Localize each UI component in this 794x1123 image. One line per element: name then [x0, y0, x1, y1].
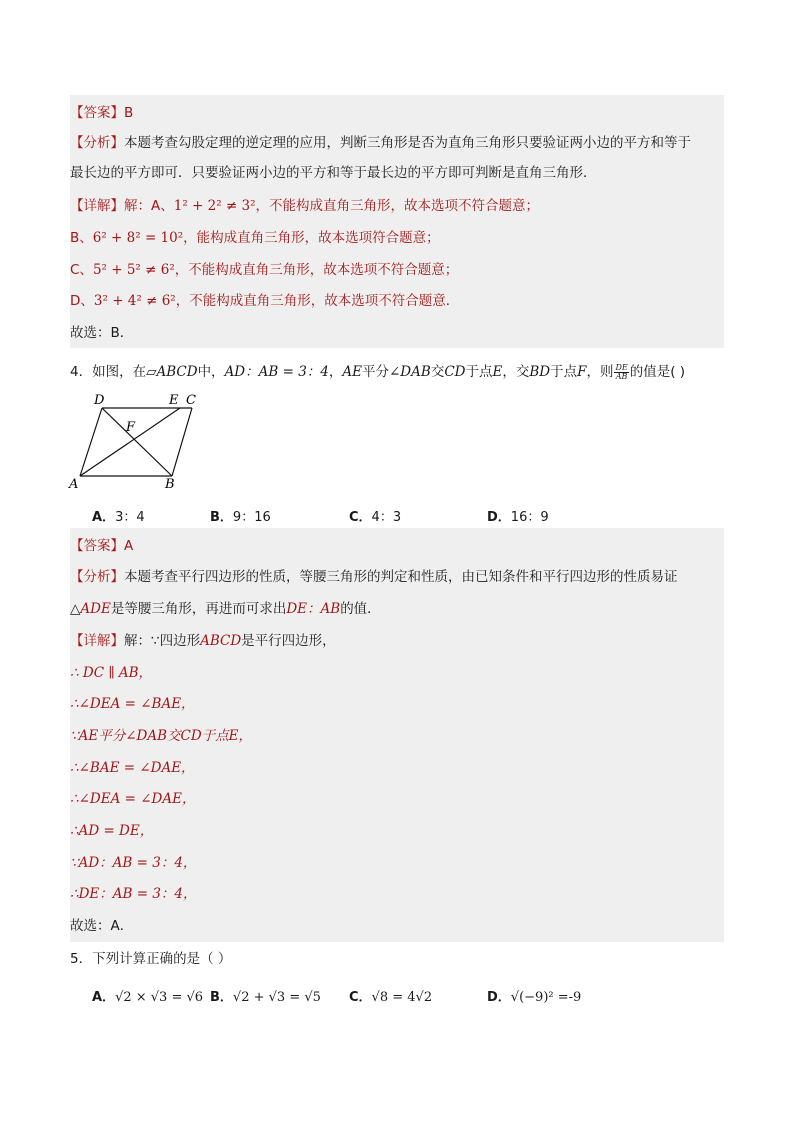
stem-math: E — [492, 364, 503, 380]
segment-ad — [80, 408, 102, 476]
stem-text: ，交 — [502, 364, 530, 380]
q4-detail-intro — [70, 627, 336, 655]
equation: 3² + 4² ≠ 6² — [93, 293, 176, 309]
q5-option-d[interactable] — [487, 986, 581, 1005]
stem-text: 于点 — [465, 364, 493, 380]
fraction-denominator: AB — [615, 371, 628, 381]
q4-option-a[interactable] — [92, 506, 145, 525]
option-label: B、 — [70, 230, 93, 246]
detail-text: ，能构成直角三角形，故本选项符合题意； — [183, 230, 440, 246]
detail-tag: 【详解】 — [70, 633, 124, 649]
detail-math: ABCD — [200, 633, 242, 649]
q3-analysis-line-2 — [70, 159, 597, 187]
q4-option-b[interactable] — [210, 506, 271, 525]
q4-step: ∴∠DEA = ∠DAE， — [70, 791, 196, 807]
detail-text: ，不能构成直角三角形，故本选项不符合题意． — [175, 293, 460, 309]
stem-math: AE — [342, 364, 362, 380]
q5-option-c[interactable] — [349, 986, 432, 1005]
detail-text: ，不能构成直角三角形，故本选项不符合题意； — [255, 198, 540, 214]
option-value: √8 = 4√2 — [371, 990, 433, 1005]
q3-answer-line — [70, 99, 133, 127]
answer-value: A — [124, 538, 134, 554]
analysis-tag: 【分析】 — [70, 135, 124, 151]
q4-option-c[interactable] — [349, 506, 401, 525]
parallelogram-figure — [68, 392, 208, 492]
analysis-math: DE：AB — [286, 601, 341, 617]
label-b: B — [165, 477, 175, 492]
option-label: C、 — [70, 262, 93, 278]
answer-tag: 【答案】 — [70, 538, 124, 554]
q4-step: ∴ DC ∥ AB， — [70, 665, 153, 681]
option-label: A． — [92, 990, 116, 1005]
option-value: 16：9 — [510, 510, 549, 525]
option-label: D、 — [70, 293, 94, 309]
stem-math: CD — [444, 364, 466, 380]
q4-stem — [70, 360, 685, 384]
q3-analysis-line-1 — [70, 129, 691, 157]
segment-ae — [80, 408, 180, 476]
q4-solution-block — [70, 528, 724, 942]
analysis-text: 最长边的平方即可．只要验证两小边的平方和等于最长边的平方即可判断是直角三角形． — [70, 165, 597, 181]
equation: 1² + 2² ≠ 3² — [173, 198, 256, 214]
q4-step: ∵AD：AB = 3：4， — [70, 855, 197, 871]
detail-text: ，不能构成直角三角形，故本选项不符合题意； — [174, 262, 459, 278]
q3-detail-line-c — [70, 256, 458, 284]
option-label: B． — [210, 990, 233, 1005]
answer-tag: 【答案】 — [70, 105, 124, 121]
option-value: 4：3 — [371, 510, 402, 525]
q3-conclusion — [70, 319, 133, 347]
q4-step: ∴DE：AB = 3：4， — [70, 886, 197, 902]
label-a: A — [69, 477, 79, 492]
stem-math: F — [577, 364, 587, 380]
label-c: C — [186, 393, 196, 408]
analysis-text: 本题考查平行四边形的性质，等腰三角形的判定和性质，由已知条件和平行四边形的性质易证 — [124, 569, 678, 585]
q5-option-b[interactable] — [210, 986, 321, 1005]
equation: 5² + 5² ≠ 6² — [92, 262, 175, 278]
detail-intro: 解：A、 — [124, 198, 174, 214]
stem-text: 中， — [197, 364, 225, 380]
analysis-text: 的值． — [340, 601, 381, 617]
option-value: √2 + √3 = √5 — [232, 990, 321, 1005]
q4-answer-line — [70, 532, 133, 560]
label-f: F — [126, 420, 136, 435]
q3-solution-block — [70, 95, 724, 348]
analysis-text: 是等腰三角形，再进而可求出 — [110, 601, 287, 617]
stem-math: ABCD — [156, 364, 198, 380]
stem-text: 4．如图，在▱ — [70, 364, 157, 380]
q5-stem: 5．下列计算正确的是（ ） — [70, 951, 232, 967]
detail-text: 解：∵四边形 — [124, 633, 201, 649]
q3-detail-line-a — [70, 192, 539, 220]
q5-option-a[interactable] — [92, 986, 203, 1005]
option-label: C． — [349, 990, 372, 1005]
option-label: D． — [487, 510, 511, 525]
q4-step: ∴∠DEA = ∠BAE， — [70, 696, 195, 712]
analysis-tag: 【分析】 — [70, 569, 124, 585]
fraction-de-ab — [614, 364, 628, 381]
detail-text: 是平行四边形， — [241, 633, 336, 649]
equation: 6² + 8² = 10² — [92, 230, 184, 246]
segment-bc — [172, 408, 192, 476]
stem-text: 平分 — [362, 364, 389, 380]
q4-analysis-line-2 — [70, 595, 381, 623]
q4-step: ∵AE平分∠DAB交CD于点E， — [70, 728, 253, 744]
q4-analysis-line-1 — [70, 563, 678, 591]
stem-math: AD：AB = 3：4 — [224, 364, 329, 380]
stem-text: 交 — [430, 364, 445, 380]
conclusion-text: 故选：A． — [70, 918, 134, 934]
q4-option-d[interactable] — [487, 506, 549, 525]
stem-text: ， — [328, 364, 343, 380]
stem-text: 的值是( ) — [629, 364, 686, 380]
option-label: D． — [487, 990, 511, 1005]
analysis-math: ADE — [80, 601, 111, 617]
q4-conclusion — [70, 912, 133, 940]
analysis-text: 本题考查勾股定理的逆定理的应用，判断三角形是否为直角三角形只要验证两小边的平方和等于 — [124, 135, 691, 151]
segment-bd — [102, 408, 172, 476]
stem-math: BD — [529, 364, 551, 380]
conclusion-text: 故选：B． — [70, 325, 134, 341]
label-d: D — [94, 393, 105, 408]
option-label: A． — [92, 510, 116, 525]
answer-value: B — [124, 105, 134, 121]
option-label: C． — [349, 510, 372, 525]
fraction-numerator: DE — [615, 362, 628, 372]
label-e: E — [169, 393, 179, 408]
stem-math: ∠DAB — [389, 364, 431, 380]
stem-text: 于点 — [550, 364, 578, 380]
q4-step: ∴∠BAE = ∠DAE， — [70, 760, 195, 776]
triangle-symbol: △ — [70, 601, 81, 617]
detail-tag: 【详解】 — [70, 198, 124, 214]
option-value: √2 × √3 = √6 — [115, 990, 204, 1005]
stem-text: ，则 — [586, 364, 614, 380]
option-value: 3：4 — [115, 510, 145, 525]
q3-detail-line-b — [70, 224, 440, 252]
option-label: B． — [210, 510, 233, 525]
q4-step: ∴AD = DE， — [70, 823, 154, 839]
q3-detail-line-d — [70, 287, 459, 315]
option-value: 9：16 — [232, 510, 271, 525]
option-value: √(−9)² =-9 — [510, 990, 582, 1005]
